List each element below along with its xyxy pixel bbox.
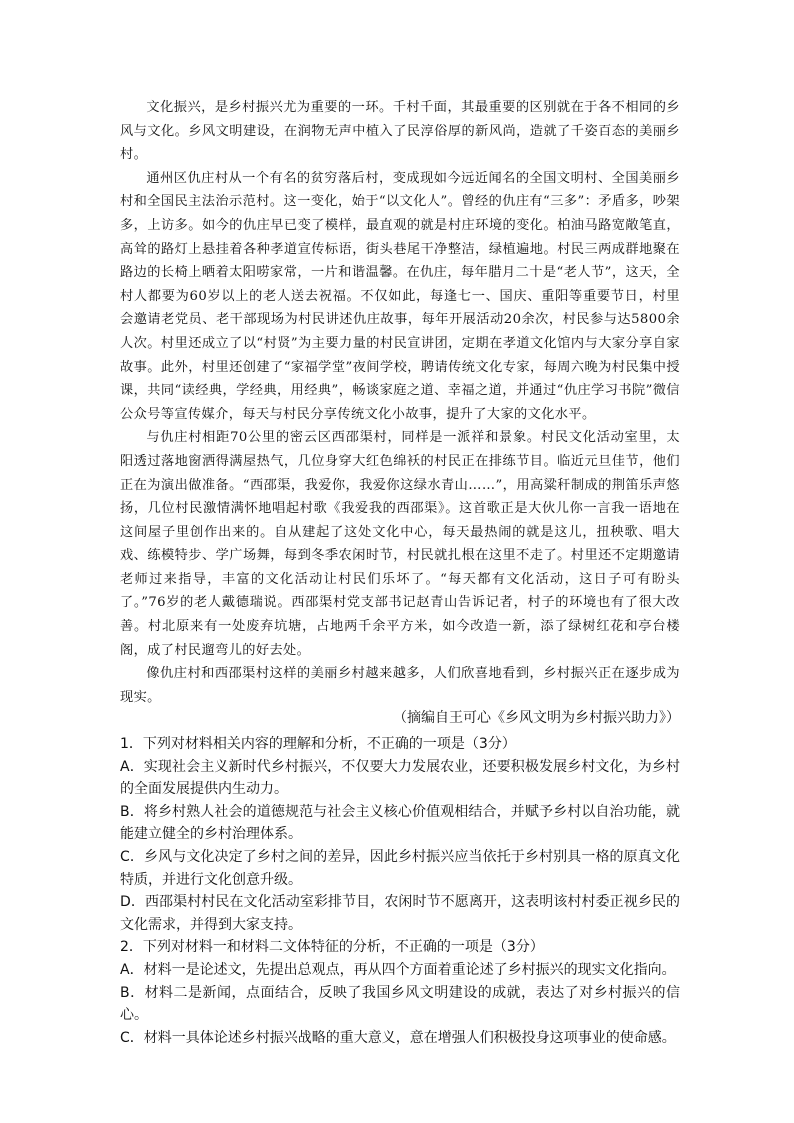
- question-option: A．材料一是论述文，先提出总观点，再从四个方面着重论述了乡村振兴的现实文化指向。: [120, 961, 676, 978]
- passage-paragraph-4: 像仇庄村和西邵渠村这样的美丽乡村越来越多，人们欣喜地看到，乡村振兴正在逐步成为现实。: [120, 666, 680, 705]
- question-option: A．实现社会主义新时代乡村振兴，不仅要大力发展农业，还要积极发展乡村文化，为乡村的全面发展提供内生动力。: [120, 758, 680, 798]
- reading-passage: [120, 96, 680, 709]
- question-stem: 1．下列对材料相关内容的理解和分析，不正确的一项是（3分）: [120, 736, 516, 752]
- question-option: C．材料一具体论述乡村振兴战略的重大意义，意在增强人们积极投身这项事业的使命感。: [120, 1029, 676, 1046]
- question-option: B．材料二是新闻，点面结合，反映了我国乡风文明建设的成就，表达了对乡村振兴的信心。: [120, 984, 680, 1024]
- question-stem: 2．下列对材料一和材料二文体特征的分析，不正确的一项是（3分）: [120, 939, 544, 956]
- question-option: B．将乡村熟人社会的道德规范与社会主义核心价值观相结合，并赋予乡村以自治功能，就能建立健全的乡村治理体系。: [120, 803, 680, 843]
- question-list: [120, 733, 680, 1049]
- passage-paragraph-2: 通州区仇庄村从一个有名的贫穷落后村，变成现如今远近闻名的全国文明村、全国美丽乡村和全国民主法治示范村。这一变化，始于“以文化人”。曾经的仇庄有“三多”：矛盾多，吵架多，上访多。如今的仇庄早已变了模样，最直观的就是村庄环境的变化。柏油马路宽敞笔直，高耸的路灯上悬挂着各种孝道宣传标语，街头巷尾干净整洁，绿植遍地。村民三两成群地聚在路边的长椅上晒着太阳唠家常，一片和谐温馨。在仇庄，每年腊月二十是“老人节”，这天，全村人都要为60岁以上的老人送去祝福。不仅如此，每逢七一、国庆、重阳等重要节日，村里会邀请老党员、老干部现场为村民讲述仇庄故事，每年开展活动20余次，村民参与达5800余人次。村里还成立了以“村贤”为主要力量的村民宣讲团，定期在孝道文化馆内与大家分享自家故事。此外，村里还创建了“家福学堂”夜间学校，聘请传统文化专家，每周六晚为村民集中授课，共同“读经典，学经典，用经典”，畅谈家庭之道、幸福之道，并通过“仇庄学习书院”微信公众号等宣传媒介，每天与村民分享传统文化小故事，提升了大家的文化水平。: [120, 170, 680, 422]
- question-2: [120, 936, 680, 1049]
- passage-source: （摘编自王可心《乡风文明为乡村振兴助力》）: [393, 710, 680, 726]
- question-option: C．乡风与文化决定了乡村之间的差异，因此乡村振兴应当依托于乡村别具一格的原真文化特质，并进行文化创意升级。: [120, 848, 680, 888]
- passage-paragraph-1: 文化振兴，是乡村振兴尤为重要的一环。千村千面，其最重要的区别就在于各不相同的乡风与文化。乡风文明建设，在润物无声中植入了民淳俗厚的新风尚，造就了千姿百态的美丽乡村。: [120, 100, 680, 163]
- question-1: [120, 733, 680, 936]
- passage-paragraph-3: 与仇庄村相距70公里的密云区西邵渠村，同样是一派祥和景象。村民文化活动室里，太阳透过落地窗洒得满屋热气，几位身穿大红色绵袄的村民正在排练节目。临近元旦佳节，他们正在为演出做准备。“西邵渠，我爱你，我爱你这绿水青山……”，用高粱秆制成的荆笛乐声悠扬，几位村民激情满怀地唱起村歌《我爱我的西邵渠》。这首歌正是大伙儿你一言我一语地在这间屋子里创作出来的。自从建起了这处文化中心，每天最热闹的就是这儿，扭秧歌、唱大戏、练模特步、学广场舞，每到冬季农闲时节，村民就扎根在这里不走了。村里还不定期邀请老师过来指导，丰富的文化活动让村民们乐坏了。“每天都有文化活动，这日子可有盼头了。”76岁的老人戴德瑞说。西邵渠村党支部书记赵青山告诉记者，村子的环境也有了很大改善。村北原来有一处废弃坑塘，占地两千余平方米，如今改造一新，添了绿树红花和亭台楼阁，成了村民遛弯儿的好去处。: [120, 430, 680, 658]
- question-option: D．西邵渠村村民在文化活动室彩排节目，农闲时节不愿离开，这表明该村村委正视乡民的文化需求，并得到大家支持。: [120, 894, 680, 933]
